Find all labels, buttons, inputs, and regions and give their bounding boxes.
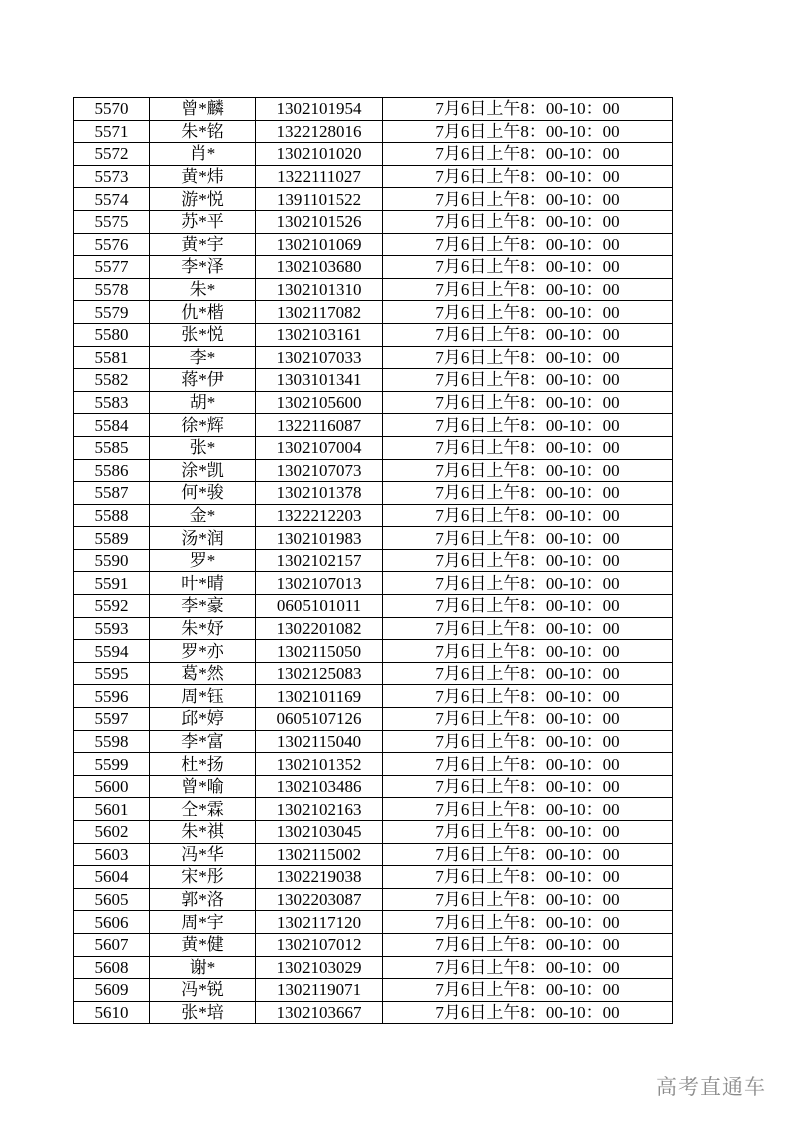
table-row [74,504,673,527]
exam-time-cell: 7月6日上午8：00-10：00 [383,595,673,618]
seq-cell: 5599 [74,753,150,776]
table-row [74,414,673,437]
exam-time-cell: 7月6日上午8：00-10：00 [383,572,673,595]
seq-cell: 5595 [74,662,150,685]
seq-cell: 5589 [74,527,150,550]
exam-time-cell: 7月6日上午8：00-10：00 [383,549,673,572]
exam-id-cell: 1302201082 [256,617,383,640]
seq-cell: 5581 [74,346,150,369]
name-cell: 苏*平 [150,210,256,233]
table-row [74,459,673,482]
exam-time-cell: 7月6日上午8：00-10：00 [383,933,673,956]
exam-id-cell: 1322212203 [256,504,383,527]
seq-cell: 5577 [74,256,150,279]
name-cell: 杜*扬 [150,753,256,776]
exam-time-cell: 7月6日上午8：00-10：00 [383,98,673,121]
seq-cell: 5570 [74,98,150,121]
name-cell: 张*培 [150,1001,256,1024]
exam-id-cell: 1302125083 [256,662,383,685]
name-cell: 朱*铭 [150,120,256,143]
table-row [74,617,673,640]
name-cell: 黄*炜 [150,165,256,188]
name-cell: 肖* [150,143,256,166]
table-row [74,798,673,821]
name-cell: 游*悦 [150,188,256,211]
name-cell: 曾*麟 [150,98,256,121]
exam-id-cell: 1302103680 [256,256,383,279]
exam-time-cell: 7月6日上午8：00-10：00 [383,798,673,821]
seq-cell: 5580 [74,323,150,346]
exam-id-cell: 1302107012 [256,933,383,956]
name-cell: 黄*宇 [150,233,256,256]
name-cell: 朱*祺 [150,821,256,844]
exam-id-cell: 1302101954 [256,98,383,121]
seq-cell: 5593 [74,617,150,640]
exam-time-cell: 7月6日上午8：00-10：00 [383,278,673,301]
table-row [74,346,673,369]
name-cell: 涂*凯 [150,459,256,482]
watermark-logo-text: 高考直通车 [656,1075,766,1099]
exam-id-cell: 1302101020 [256,143,383,166]
seq-cell: 5594 [74,640,150,663]
exam-time-cell: 7月6日上午8：00-10：00 [383,233,673,256]
seq-cell: 5610 [74,1001,150,1024]
exam-time-cell: 7月6日上午8：00-10：00 [383,753,673,776]
exam-time-cell: 7月6日上午8：00-10：00 [383,120,673,143]
name-cell: 仝*霖 [150,798,256,821]
exam-id-cell: 1322116087 [256,414,383,437]
seq-cell: 5600 [74,775,150,798]
exam-time-cell: 7月6日上午8：00-10：00 [383,662,673,685]
table-row [74,595,673,618]
seq-cell: 5584 [74,414,150,437]
exam-time-cell: 7月6日上午8：00-10：00 [383,640,673,663]
exam-id-cell: 1302101169 [256,685,383,708]
exam-time-cell: 7月6日上午8：00-10：00 [383,143,673,166]
table-row [74,301,673,324]
exam-id-cell: 0605101011 [256,595,383,618]
exam-id-cell: 1302101352 [256,753,383,776]
seq-cell: 5574 [74,188,150,211]
seq-cell: 5572 [74,143,150,166]
name-cell: 周*钰 [150,685,256,708]
exam-time-cell: 7月6日上午8：00-10：00 [383,866,673,889]
exam-time-cell: 7月6日上午8：00-10：00 [383,369,673,392]
seq-cell: 5573 [74,165,150,188]
table-row [74,933,673,956]
table-row [74,730,673,753]
exam-id-cell: 1302101069 [256,233,383,256]
seq-cell: 5586 [74,459,150,482]
table-row [74,188,673,211]
table-row [74,233,673,256]
table-row [74,143,673,166]
exam-id-cell: 1302107004 [256,436,383,459]
name-cell: 李* [150,346,256,369]
exam-id-cell: 1303101341 [256,369,383,392]
seq-cell: 5585 [74,436,150,459]
seq-cell: 5602 [74,821,150,844]
seq-cell: 5578 [74,278,150,301]
table-row [74,911,673,934]
seq-cell: 5609 [74,979,150,1002]
table-row [74,165,673,188]
exam-time-cell: 7月6日上午8：00-10：00 [383,256,673,279]
exam-id-cell: 1302101526 [256,210,383,233]
exam-time-cell: 7月6日上午8：00-10：00 [383,165,673,188]
exam-time-cell: 7月6日上午8：00-10：00 [383,414,673,437]
name-cell: 汤*润 [150,527,256,550]
table-row [74,369,673,392]
seq-cell: 5576 [74,233,150,256]
seq-cell: 5603 [74,843,150,866]
exam-time-cell: 7月6日上午8：00-10：00 [383,323,673,346]
table-row [74,685,673,708]
exam-time-cell: 7月6日上午8：00-10：00 [383,391,673,414]
exam-time-cell: 7月6日上午8：00-10：00 [383,685,673,708]
name-cell: 邱*婷 [150,708,256,731]
exam-id-cell: 1302115002 [256,843,383,866]
table-row [74,956,673,979]
seq-cell: 5575 [74,210,150,233]
exam-id-cell: 1302102163 [256,798,383,821]
exam-id-cell: 1302101983 [256,527,383,550]
seq-cell: 5591 [74,572,150,595]
exam-id-cell: 1302107073 [256,459,383,482]
name-cell: 胡* [150,391,256,414]
seq-cell: 5608 [74,956,150,979]
name-cell: 葛*然 [150,662,256,685]
seq-cell: 5571 [74,120,150,143]
seq-cell: 5596 [74,685,150,708]
exam-id-cell: 1302117082 [256,301,383,324]
exam-id-cell: 1302219038 [256,866,383,889]
exam-time-cell: 7月6日上午8：00-10：00 [383,1001,673,1024]
table-row [74,888,673,911]
exam-id-cell: 1322128016 [256,120,383,143]
table-row [74,979,673,1002]
table-row [74,120,673,143]
seq-cell: 5605 [74,888,150,911]
exam-id-cell: 1302119071 [256,979,383,1002]
exam-time-cell: 7月6日上午8：00-10：00 [383,843,673,866]
exam-id-cell: 1302103486 [256,775,383,798]
exam-id-cell: 1302103667 [256,1001,383,1024]
seq-cell: 5579 [74,301,150,324]
name-cell: 黄*健 [150,933,256,956]
exam-id-cell: 1302103029 [256,956,383,979]
exam-time-cell: 7月6日上午8：00-10：00 [383,775,673,798]
exam-id-cell: 1302107033 [256,346,383,369]
exam-time-cell: 7月6日上午8：00-10：00 [383,482,673,505]
table-row [74,278,673,301]
exam-id-cell: 1302101310 [256,278,383,301]
exam-time-cell: 7月6日上午8：00-10：00 [383,210,673,233]
name-cell: 张* [150,436,256,459]
exam-id-cell: 1302103161 [256,323,383,346]
name-cell: 朱*妤 [150,617,256,640]
exam-id-cell: 1302117120 [256,911,383,934]
exam-id-cell: 1302107013 [256,572,383,595]
table-row [74,572,673,595]
seq-cell: 5582 [74,369,150,392]
table-row [74,323,673,346]
seq-cell: 5598 [74,730,150,753]
table-row [74,482,673,505]
name-cell: 罗*亦 [150,640,256,663]
seq-cell: 5606 [74,911,150,934]
name-cell: 金* [150,504,256,527]
exam-id-cell: 1322111027 [256,165,383,188]
table-row [74,527,673,550]
table-row [74,662,673,685]
exam-time-cell: 7月6日上午8：00-10：00 [383,821,673,844]
name-cell: 宋*彤 [150,866,256,889]
name-cell: 郭*洛 [150,888,256,911]
seq-cell: 5597 [74,708,150,731]
seq-cell: 5583 [74,391,150,414]
table-row [74,843,673,866]
exam-time-cell: 7月6日上午8：00-10：00 [383,708,673,731]
exam-id-cell: 1302203087 [256,888,383,911]
name-cell: 何*骏 [150,482,256,505]
table-row [74,708,673,731]
name-cell: 徐*辉 [150,414,256,437]
exam-time-cell: 7月6日上午8：00-10：00 [383,188,673,211]
roster-body [74,98,673,1024]
name-cell: 曾*喻 [150,775,256,798]
exam-id-cell: 1302115040 [256,730,383,753]
table-row [74,1001,673,1024]
name-cell: 仇*楷 [150,301,256,324]
table-row [74,866,673,889]
exam-time-cell: 7月6日上午8：00-10：00 [383,346,673,369]
exam-time-cell: 7月6日上午8：00-10：00 [383,979,673,1002]
table-row [74,753,673,776]
exam-time-cell: 7月6日上午8：00-10：00 [383,301,673,324]
seq-cell: 5592 [74,595,150,618]
name-cell: 朱* [150,278,256,301]
name-cell: 周*宇 [150,911,256,934]
exam-time-cell: 7月6日上午8：00-10：00 [383,956,673,979]
table-row [74,775,673,798]
table-row [74,391,673,414]
table-row [74,436,673,459]
exam-id-cell: 1302102157 [256,549,383,572]
seq-cell: 5604 [74,866,150,889]
name-cell: 冯*华 [150,843,256,866]
name-cell: 冯*锐 [150,979,256,1002]
name-cell: 谢* [150,956,256,979]
table-row [74,821,673,844]
exam-time-cell: 7月6日上午8：00-10：00 [383,911,673,934]
exam-time-cell: 7月6日上午8：00-10：00 [383,617,673,640]
name-cell: 蒋*伊 [150,369,256,392]
seq-cell: 5590 [74,549,150,572]
exam-roster-table [73,97,673,1024]
name-cell: 罗* [150,549,256,572]
table-row [74,98,673,121]
table-row [74,210,673,233]
table-row [74,256,673,279]
exam-id-cell: 1302115050 [256,640,383,663]
exam-time-cell: 7月6日上午8：00-10：00 [383,527,673,550]
exam-time-cell: 7月6日上午8：00-10：00 [383,436,673,459]
seq-cell: 5601 [74,798,150,821]
exam-id-cell: 1302101378 [256,482,383,505]
exam-id-cell: 1302105600 [256,391,383,414]
exam-id-cell: 1302103045 [256,821,383,844]
exam-id-cell: 1391101522 [256,188,383,211]
exam-id-cell: 0605107126 [256,708,383,731]
seq-cell: 5588 [74,504,150,527]
name-cell: 李*泽 [150,256,256,279]
exam-time-cell: 7月6日上午8：00-10：00 [383,459,673,482]
seq-cell: 5587 [74,482,150,505]
exam-time-cell: 7月6日上午8：00-10：00 [383,730,673,753]
name-cell: 张*悦 [150,323,256,346]
name-cell: 李*富 [150,730,256,753]
name-cell: 李*豪 [150,595,256,618]
table-row [74,640,673,663]
exam-time-cell: 7月6日上午8：00-10：00 [383,504,673,527]
seq-cell: 5607 [74,933,150,956]
table-row [74,549,673,572]
name-cell: 叶*晴 [150,572,256,595]
exam-time-cell: 7月6日上午8：00-10：00 [383,888,673,911]
